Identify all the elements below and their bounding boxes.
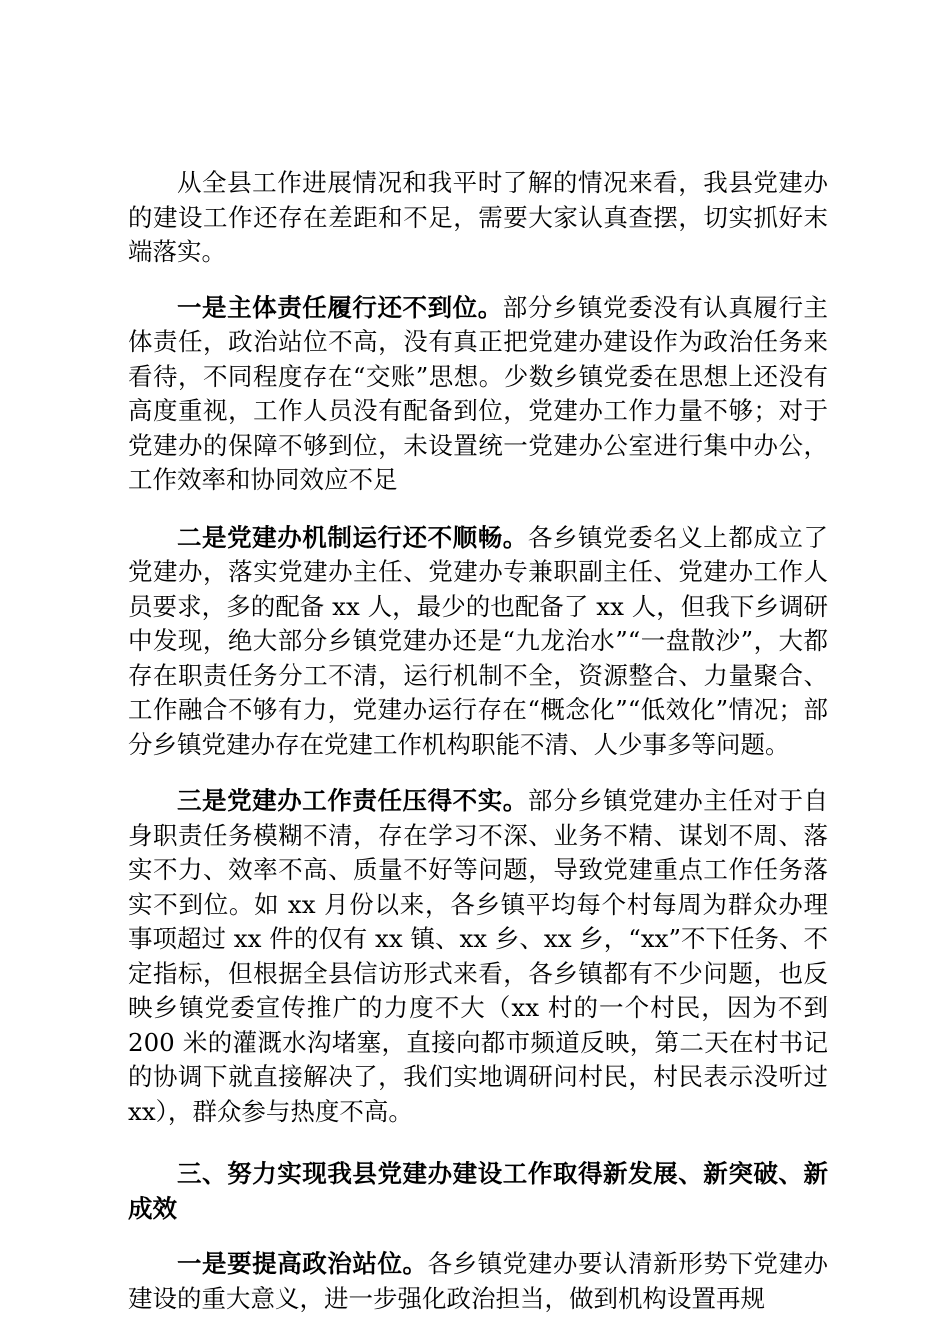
issue-paragraph-2 (128, 521, 828, 763)
issue-3-lead: 三是党建办工作责任压得不实。 (177, 786, 528, 815)
section-heading: 三、努力实现我县党建办建设工作取得新发展、新突破、新成效 (128, 1159, 828, 1223)
issue-2-lead: 二是党建办机制运行还不顺畅。 (177, 522, 528, 552)
issue-paragraph-1 (128, 291, 828, 498)
issue-1-lead: 一是主体责任履行还不到位。 (177, 292, 503, 322)
issue-1-text: 部分乡镇党委没有认真履行主体责任，政治站位不高，没有真正把党建办建设作为政治任务来看待，不同程度存在“交账”思想。少数乡镇党委在思想上还没有高度重视，工作人员没有配备到位，党建办工作力量不够；对于党建办的保障不够到位，未设置统一党建办公室进行集中办公，工作效率和协同效应不足 (128, 292, 828, 494)
intro-paragraph (128, 166, 828, 270)
measure-1-text: 各乡镇党建办要认清新形势下党建办建设的重大意义，进一步强化政治担当，做到机构设置再规 (128, 1249, 829, 1313)
measure-1-lead: 一是要提高政治站位。 (177, 1249, 428, 1278)
issue-3-text: 部分乡镇党建办主任对于自身职责任务模糊不清，存在学习不深、业务不精、谋划不周、落实不力、效率不高、质量不好等问题，导致党建重点工作任务落实不到位。如 xx 月份以来，各乡镇平均每个村每周为群众办理事项超过 xx 件的仅有 xx 镇、xx 乡、xx 乡，“xx”不下任务、不定指标，但根据全县信访形式来看，各乡镇都有不少问题，也反映乡镇党委宣传推广的力度不大（xx 村的一个村民，因为不到 200 米的灌溉水沟堵塞，直接向都市频道反映，第二天在村书记的协调下就直接解决了，我们实地调研问村民，村民表示没听过 xx），群众参与热度不高。 (128, 786, 829, 1126)
intro-paragraph-text: 从全县工作进展情况和我平时了解的情况来看，我县党建办的建设工作还存在差距和不足，需要大家认真查摆，切实抓好末端落实。 (128, 168, 828, 266)
issue-paragraph-3 (128, 784, 828, 1129)
issue-2-text: 各乡镇党委名义上都成立了党建办，落实党建办主任、党建办专兼职副主任、党建办工作人员要求，多的配备 xx 人，最少的也配备了 xx 人，但我下乡调研中发现，绝大部分乡镇党建办还是“九龙治水”“一盘散沙”，大都存在职责任务分工不清，运行机制不全，资源整合、力量聚合、工作融合不够有力，党建办运行存在“概念化”“低效化”情况；部分乡镇党建办存在党建工作机构职能不清、人少事多等问题。 (128, 522, 829, 759)
measure-paragraph-1 (128, 1247, 828, 1316)
document-body (128, 166, 828, 1336)
